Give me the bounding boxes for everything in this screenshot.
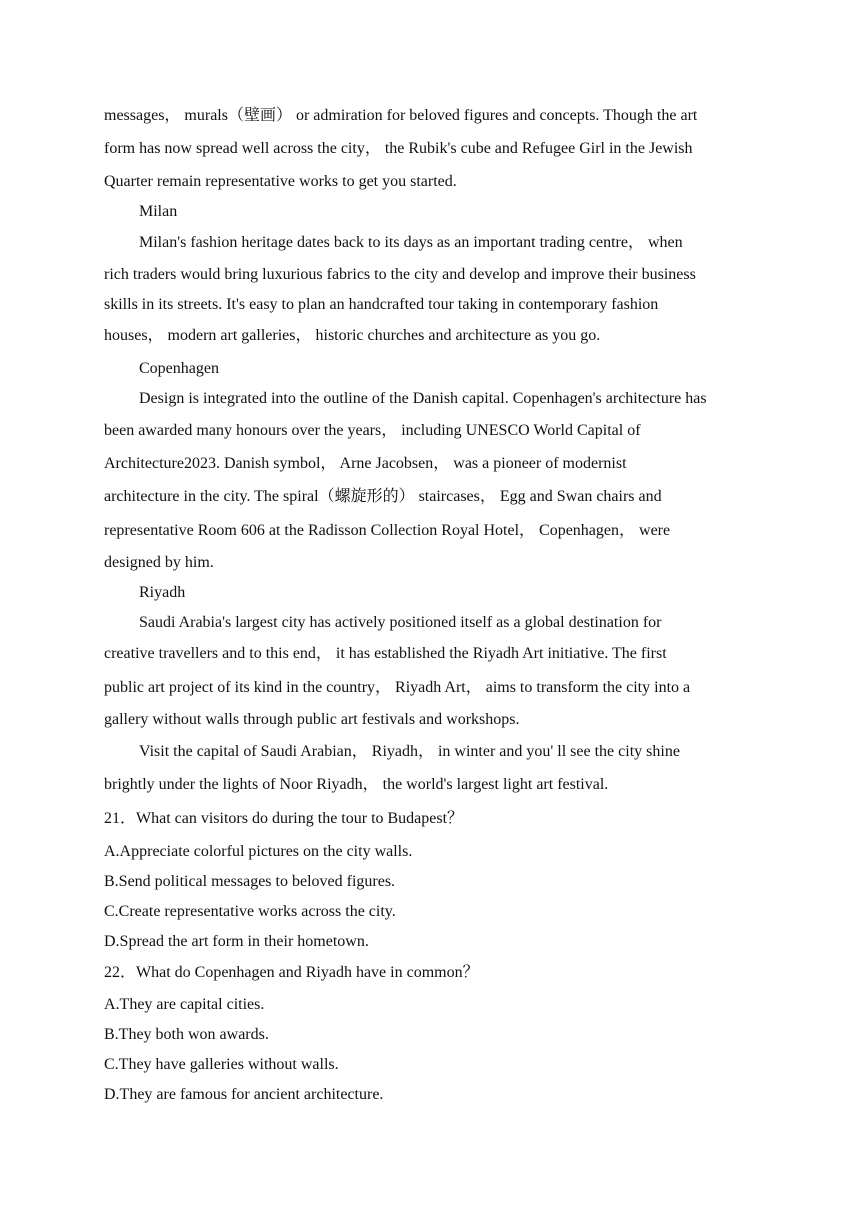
answer-option-c: C.They have galleries without walls. [104,1056,339,1073]
passage-line: rich traders would bring luxurious fabrics to the city and develop and improve their business [104,266,696,283]
passage-line: messages， murals（壁画） or admiration for beloved figures and concepts. Though the art [104,107,698,124]
passage-line: Quarter remain representative works to get you started. [104,173,457,190]
passage-line: Saudi Arabia's largest city has actively positioned itself as a global destination for [139,614,662,631]
answer-option-a: A.They are capital cities. [104,996,265,1013]
passage-line: gallery without walls through public art festivals and workshops. [104,711,520,728]
passage-line: skills in its streets. It's easy to plan an handcrafted tour taking in contemporary fashion [104,296,659,313]
passage-line: houses， modern art galleries， historic churches and architecture as you go. [104,327,601,344]
section-heading-milan: Milan [139,203,178,220]
passage-line: brightly under the lights of Noor Riyadh， the world's largest light art festival. [104,776,609,793]
answer-option-d: D.They are famous for ancient architecture. [104,1086,384,1103]
passage-line: been awarded many honours over the years， including UNESCO World Capital of [104,422,641,439]
passage-line: creative travellers and to this end， it has established the Riyadh Art initiative. The first [104,645,667,662]
passage-line: representative Room 606 at the Radisson Collection Royal Hotel， Copenhagen， were [104,522,671,539]
question-stem: 22．What do Copenhagen and Riyadh have in common？ [104,964,479,981]
answer-option-a: A.Appreciate colorful pictures on the city walls. [104,843,413,860]
passage-line: form has now spread well across the city， the Rubik's cube and Refugee Girl in the Jewish [104,140,693,157]
passage-line: Architecture2023. Danish symbol， Arne Jacobsen， was a pioneer of modernist [104,455,627,472]
section-heading-riyadh: Riyadh [139,584,186,601]
answer-option-b: B.They both won awards. [104,1026,269,1043]
answer-option-d: D.Spread the art form in their hometown. [104,933,369,950]
passage-line: Visit the capital of Saudi Arabian， Riyadh， in winter and you' ll see the city shine [139,743,680,760]
answer-option-c: C.Create representative works across the city. [104,903,396,920]
passage-line: Design is integrated into the outline of the Danish capital. Copenhagen's architecture has [139,390,707,407]
question-stem: 21．What can visitors do during the tour to Budapest？ [104,810,464,827]
answer-option-b: B.Send political messages to beloved figures. [104,873,396,890]
section-heading-copenhagen: Copenhagen [139,360,219,377]
passage-line: Milan's fashion heritage dates back to its days as an important trading centre， when [139,234,683,251]
passage-line: public art project of its kind in the country， Riyadh Art， aims to transform the city into a [104,679,691,696]
passage-line: architecture in the city. The spiral（螺旋形的） staircases， Egg and Swan chairs and [104,488,662,505]
passage-line: designed by him. [104,554,214,571]
